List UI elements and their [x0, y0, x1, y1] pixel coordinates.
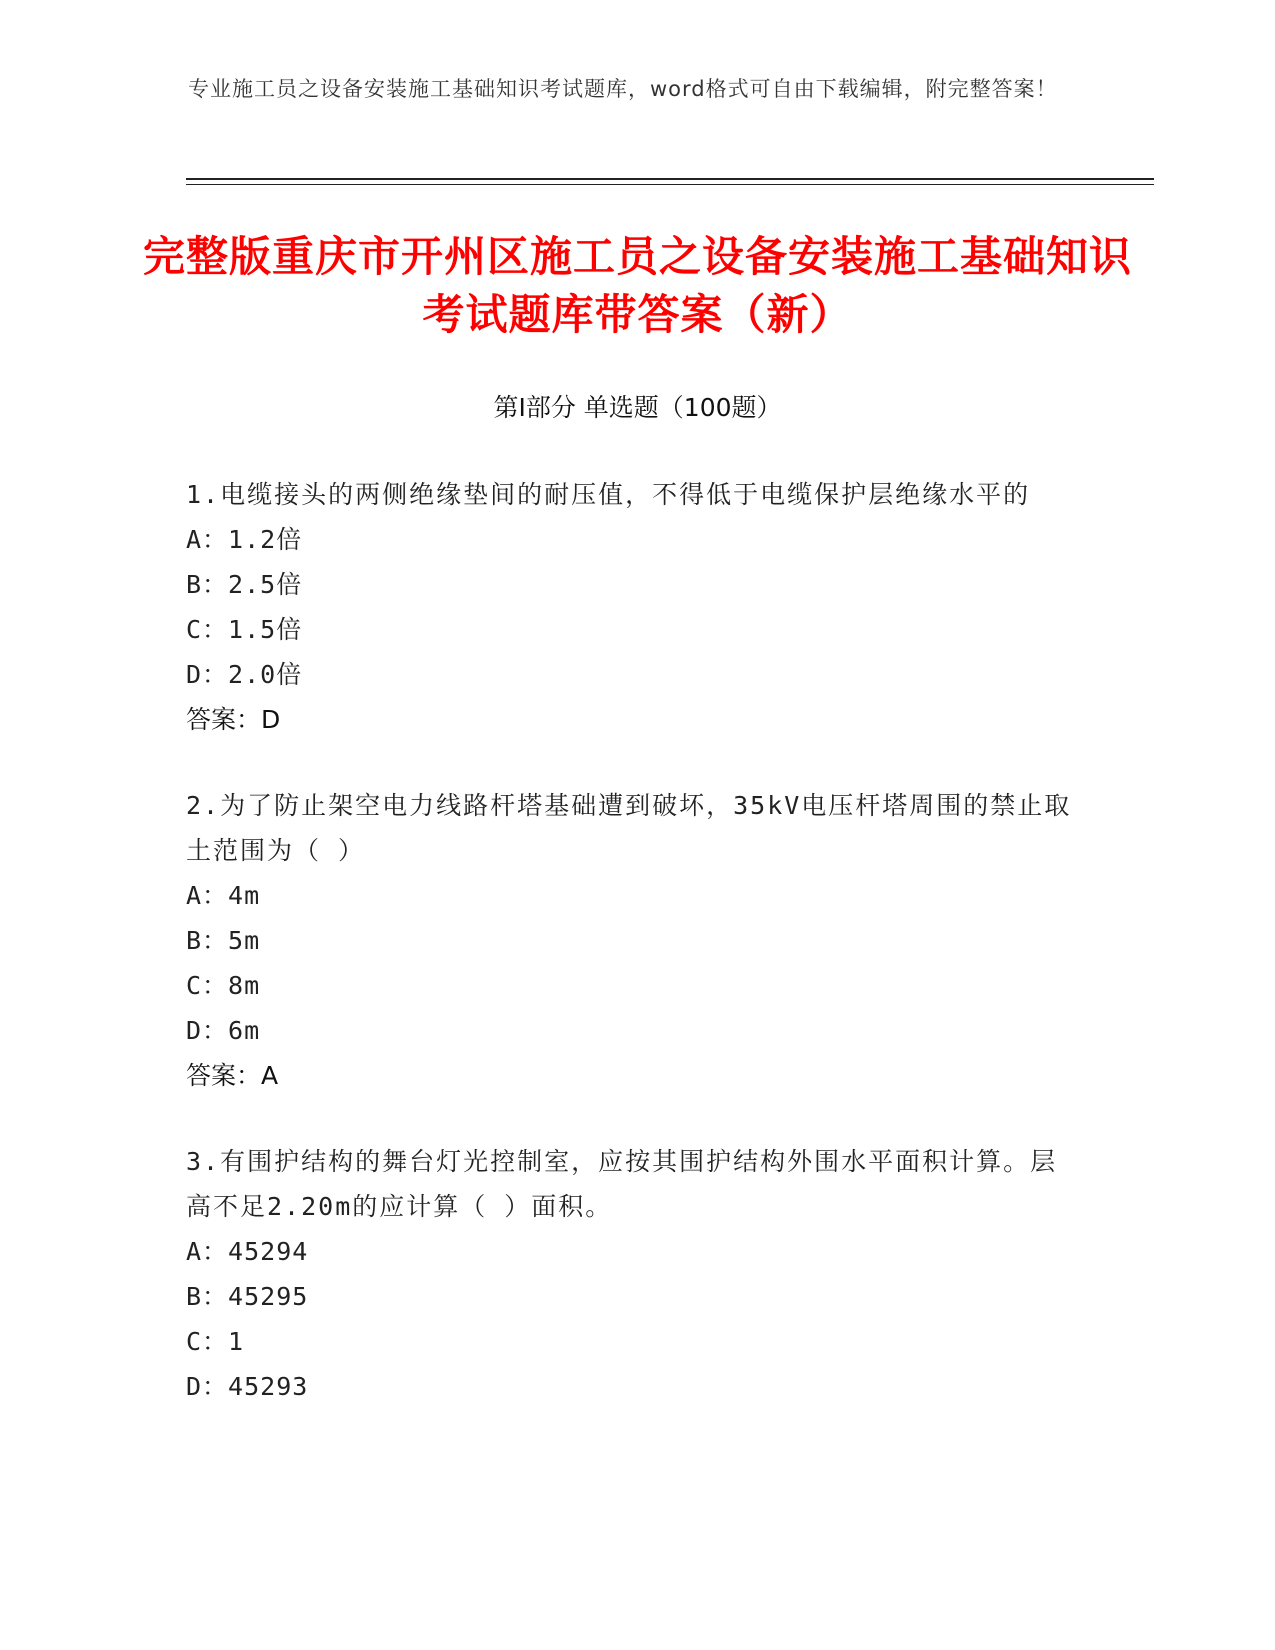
question-3 — [186, 1139, 1076, 1409]
answer-label: 答案：A — [186, 1061, 279, 1090]
header-divider — [186, 178, 1154, 180]
option-b: B：2.5倍 — [186, 570, 303, 599]
document-title: 完整版重庆市开州区施工员之设备安装施工基础知识考试题库带答案（新） — [142, 232, 1132, 339]
option-d: D：6m — [186, 1016, 261, 1045]
option-b: B：5m — [186, 926, 261, 955]
option-d: D：2.0倍 — [186, 660, 303, 689]
option-d: D：45293 — [186, 1372, 309, 1401]
option-b: B：45295 — [186, 1282, 309, 1311]
question-2 — [186, 783, 1076, 1099]
question-list — [186, 472, 1076, 1449]
header-note: 专业施工员之设备安装施工基础知识考试题库，word格式可自由下载编辑，附完整答案！ — [188, 77, 1058, 101]
question-stem: 2.为了防止架空电力线路杆塔基础遭到破坏，35kV电压杆塔周围的禁止取土范围为（ ） — [186, 791, 1072, 865]
option-a: A：45294 — [186, 1237, 309, 1266]
section-heading: 第Ⅰ部分 单选题（100题） — [493, 393, 782, 422]
question-stem: 1.电缆接头的两侧绝缘垫间的耐压值，不得低于电缆保护层绝缘水平的 — [186, 480, 1031, 509]
option-c: C：8m — [186, 971, 261, 1000]
header-divider-thin — [186, 184, 1154, 185]
option-a: A：4m — [186, 881, 261, 910]
option-a: A：1.2倍 — [186, 525, 303, 554]
question-1 — [186, 472, 1076, 743]
option-c: C：1.5倍 — [186, 615, 303, 644]
question-stem: 3.有围护结构的舞台灯光控制室，应按其围护结构外围水平面积计算。层高不足2.20m的应计算（ ）面积。 — [186, 1147, 1058, 1221]
answer-label: 答案：D — [186, 705, 281, 734]
option-c: C：1 — [186, 1327, 245, 1356]
